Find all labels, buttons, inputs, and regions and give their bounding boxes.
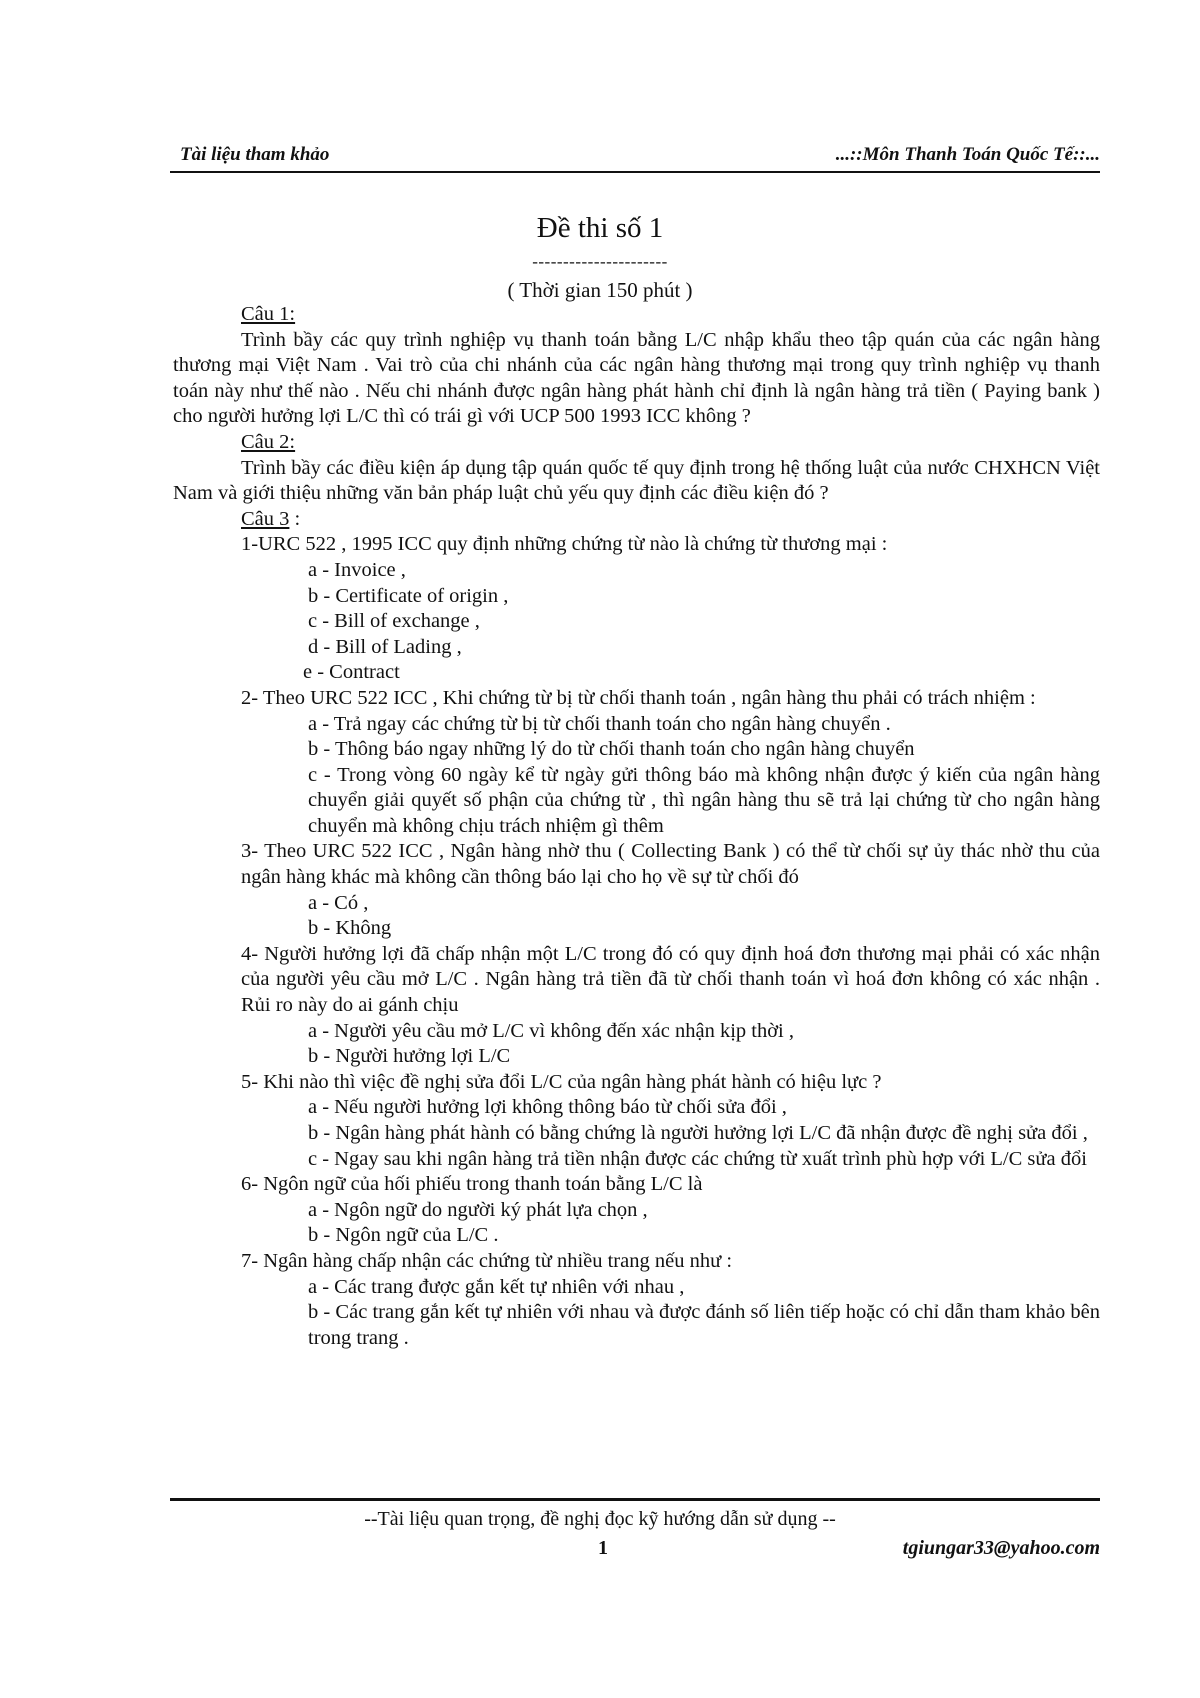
option-5c: c - Ngay sau khi ngân hàng trả tiền nhận được các chứng từ xuất trình phù hợp với L/C sửa đổi (308, 1147, 1087, 1170)
exam-title: Đề thi số 1 (536, 212, 664, 244)
option-1d: d - Bill of Lading , (308, 635, 462, 658)
option-5a: a - Nếu người hưởng lợi không thông báo từ chối sửa đổi , (308, 1096, 787, 1119)
option-5b: b - Ngân hàng phát hành có bằng chứng là người hưởng lợi L/C đã nhận được đề nghị sửa đổi , (308, 1122, 1088, 1144)
option-1b: b - Certificate of origin , (308, 584, 509, 607)
title-separator: ---------------------- (532, 252, 668, 271)
option-6b: b - Ngôn ngữ của L/C . (308, 1224, 499, 1247)
footer-rule (170, 1498, 1100, 1501)
footer-email: tgiungar33@yahoo.com (902, 1537, 1100, 1559)
option-6a: a - Ngôn ngữ do người ký phát lựa chọn , (308, 1198, 648, 1221)
option-2a: a - Trả ngay các chứng từ bị từ chối thanh toán cho ngân hàng chuyển . (308, 712, 891, 735)
question-1-text: Trình bầy các quy trình nghiệp vụ thanh toán bằng L/C nhập khẩu theo tập quán của các ngân hàng thương mại Việt Nam . Vai trò của chi nhánh của các ngân hàng thương mại trong quy trình nghiệp vụ thanh toán này như thế nào . Nếu chi nhánh được ngân hàng phát hành chỉ định là ngân hàng trả tiền ( Paying bank ) cho người hưởng lợi L/C thì có trái gì với UCP 500 1993 ICC không ? (173, 328, 1100, 428)
exam-duration: ( Thời gian 150 phút ) (507, 278, 693, 302)
option-4a: a - Người yêu cầu mở L/C vì không đến xác nhận kịp thời , (308, 1019, 794, 1042)
option-1c: c - Bill of exchange , (308, 610, 480, 633)
option-3a: a - Có , (308, 891, 369, 914)
sub-question-7-stem: 7- Ngân hàng chấp nhận các chứng từ nhiều trang nếu như : (241, 1249, 733, 1272)
question-1-label: Câu 1: (241, 303, 296, 325)
option-4b: b - Người hưởng lợi L/C (308, 1045, 511, 1068)
option-7a: a - Các trang được gắn kết tự nhiên với nhau , (308, 1275, 685, 1298)
sub-question-1-stem: 1-URC 522 , 1995 ICC quy định những chứng từ nào là chứng từ thương mại : (241, 533, 888, 556)
option-2b: b - Thông báo ngay những lý do từ chối thanh toán cho ngân hàng chuyển (308, 738, 915, 761)
option-1a: a - Invoice , (308, 558, 406, 581)
header-left-text: Tài liệu tham khảo (180, 144, 330, 165)
sub-question-4-stem: 4- Người hưởng lợi đã chấp nhận một L/C trong đó có quy định hoá đơn thương mại phải có xác nhận của người yêu cầu mở L/C . Ngân hàng trả tiền đã từ chối thanh toán vì hoá đơn không có xác nhận . Rủi ro này do ai gánh chịu (241, 942, 1100, 1017)
sub-question-5-stem: 5- Khi nào thì việc đề nghị sửa đổi L/C của ngân hàng phát hành có hiệu lực ? (241, 1070, 882, 1093)
option-7b: b - Các trang gắn kết tự nhiên với nhau và được đánh số liên tiếp hoặc có chỉ dẫn tham khảo bên trong trang . (308, 1301, 1100, 1349)
sub-question-6-stem: 6- Ngôn ngữ của hối phiếu trong thanh toán bằng L/C là (241, 1173, 703, 1196)
footer-note: --Tài liệu quan trọng, đề nghị đọc kỹ hướng dẫn sử dụng -- (364, 1508, 836, 1530)
header-right-text: ...::Môn Thanh Toán Quốc Tế::... (835, 144, 1100, 165)
exam-body (173, 302, 1100, 1351)
question-2-text: Trình bầy các điều kiện áp dụng tập quán quốc tế quy định trong hệ thống luật của nước CHXHCN Việt Nam và giới thiệu những văn bản pháp luật chủ yếu quy định các điều kiện đó ? (173, 456, 1100, 505)
sub-question-3-stem: 3- Theo URC 522 ICC , Ngân hàng nhờ thu ( Collecting Bank ) có thể từ chối sự ủy thác nhờ thu của ngân hàng khác mà không cần thông báo lại cho họ về sự từ chối đó (241, 840, 1100, 889)
page-number: 1 (598, 1537, 608, 1559)
sub-question-2-stem: 2- Theo URC 522 ICC , Khi chứng từ bị từ chối thanh toán , ngân hàng thu phải có trách nhiệm : (241, 686, 1036, 709)
question-3-label: Câu 3 : (241, 507, 301, 530)
running-header (170, 142, 1100, 170)
option-2c: c - Trong vòng 60 ngày kể từ ngày gửi thông báo mà không nhận được ý kiến của ngân hàng chuyển giải quyết số phận của chứng từ , thì ngân hàng thu sẽ trả lại chứng từ cho ngân hàng chuyển mà không chịu trách nhiệm gì thêm (308, 763, 1100, 837)
header-rule (170, 171, 1100, 173)
question-2-label: Câu 2: (241, 430, 296, 453)
option-1e: e - Contract (303, 661, 400, 684)
option-3b: b - Không (308, 917, 392, 940)
